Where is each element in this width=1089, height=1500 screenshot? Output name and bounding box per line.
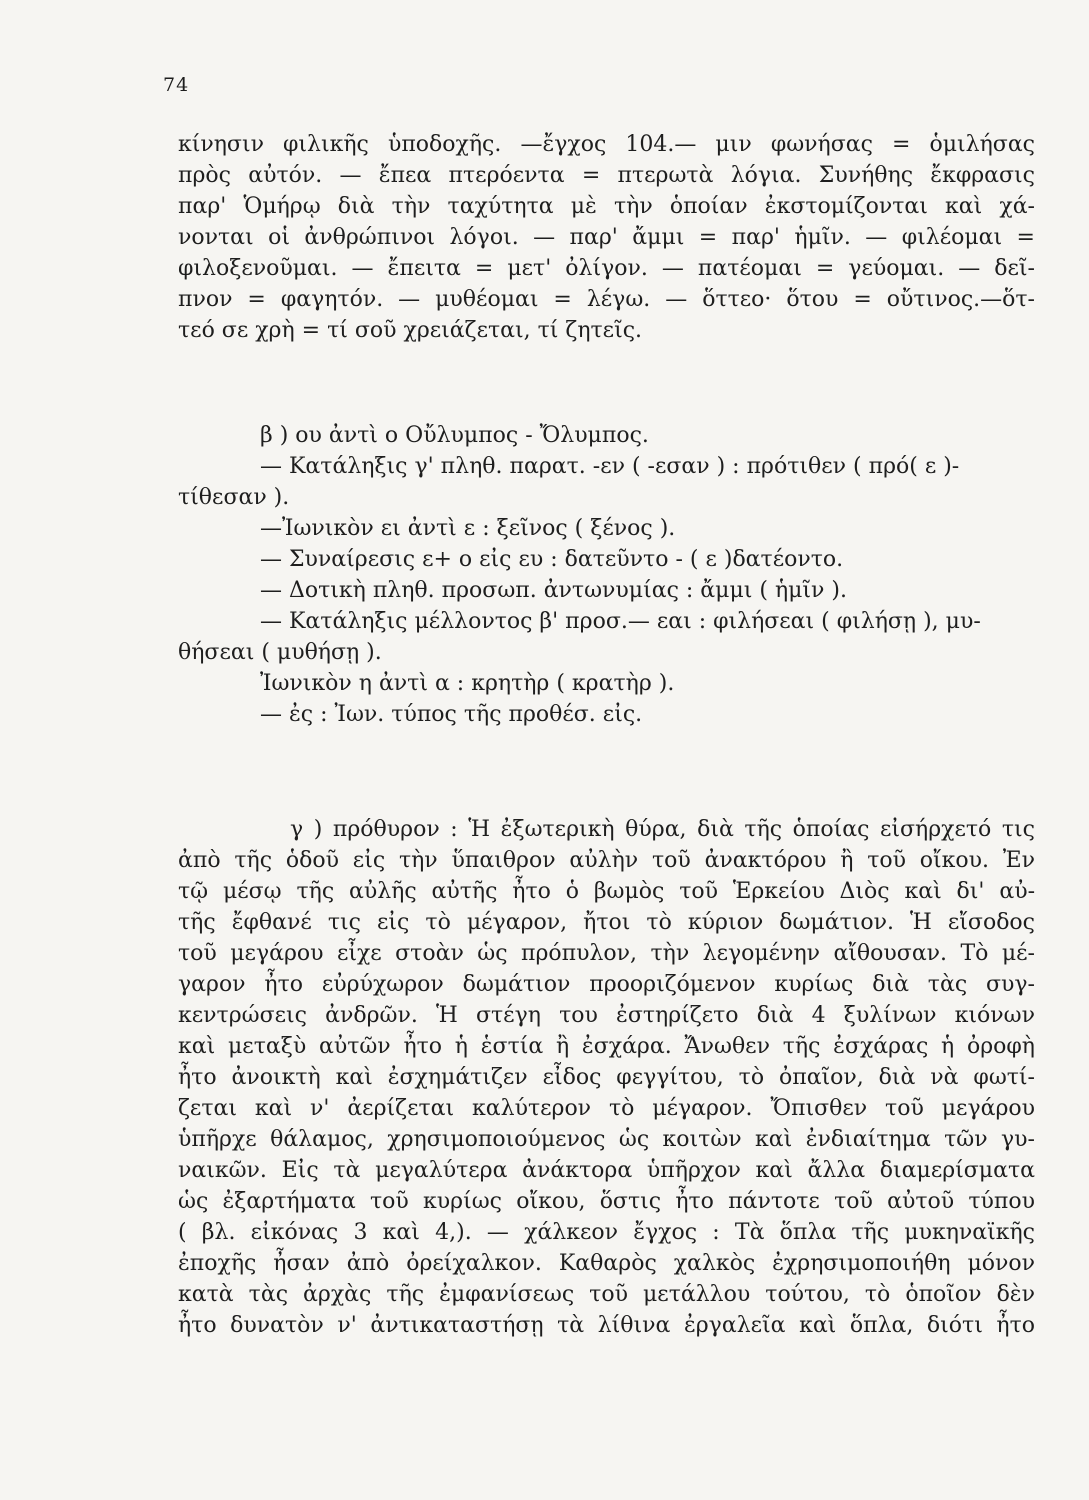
text-line: τίθεσαν ). [178, 485, 290, 510]
text-line: ἐποχῆς ἦσαν ἀπὸ ὀρείχαλκον. Καθαρὸς χαλκὸς ἐχρησιμοποιήθη μόνον [178, 1251, 1035, 1276]
text-line: καὶ μεταξὺ αὐτῶν ἦτο ἡ ἑστία ἢ ἐσχάρα. Ἄνωθεν τῆς ἐσχάρας ἡ ὀροφὴ [178, 1034, 1035, 1059]
text-line: ἦτο δυνατὸν ν' ἀντικαταστήσῃ τὰ λίθινα ἐργαλεῖα καὶ ὅπλα, διότι ἦτο [178, 1313, 1035, 1338]
text-line: παρ' Ὁμήρῳ διὰ τὴν ταχύτητα μὲ τὴν ὁποίαν ἐκστομίζονται καὶ χά- [178, 194, 1035, 219]
paragraph-prothyron [178, 814, 1035, 1341]
text-line: β ) ου ἀντὶ ο Οὔλυμπος - Ὄλυμπος. [260, 423, 649, 448]
text-line: τεό σε χρὴ = τί σοῦ χρειάζεται, τί ζητεῖς. [178, 318, 643, 343]
text-line: φιλοξενοῦμαι. — ἔπειτα = μετ' ὀλίγον. — πατέομαι = γεύομαι. — δεῖ- [178, 256, 1035, 281]
text-line: Ἰωνικὸν η ἀντὶ α : κρητὴρ ( κρατὴρ ). [260, 671, 675, 696]
text-line: — Κατάληξις μέλλοντος β' προσ.— εαι : φιλήσεαι ( φιλήσῃ ), μυ- [260, 609, 981, 634]
page-number: 74 [163, 74, 190, 96]
text-line: κεντρώσεις ἀνδρῶν. Ἡ στέγη του ἐστηρίζετο διὰ 4 ξυλίνων κιόνων [178, 1003, 1035, 1028]
paragraph-glossary [178, 129, 1035, 346]
text-line: θήσεαι ( μυθήσῃ ). [178, 640, 382, 665]
text-line: — Συναίρεσις ε+ ο εἰς ευ : δατεῦντο - ( ε )δατέοντο. [260, 547, 844, 572]
text-line: ὑπῆρχε θάλαμος, χρησιμοποιούμενος ὡς κοιτὼν καὶ ἐνδιαίτημα τῶν γυ- [178, 1127, 1035, 1152]
text-line: τοῦ μεγάρου εἶχε στοὰν ὡς πρόπυλον, τὴν λεγομένην αἴθουσαν. Τὸ μέ- [178, 941, 1035, 966]
text-line: ( βλ. εἰκόνας 3 καὶ 4,). — χάλκεον ἔγχος : Τὰ ὅπλα τῆς μυκηναϊκῆς [178, 1220, 1035, 1245]
text-line: τῆς ἔφθανέ τις εἰς τὸ μέγαρον, ἤτοι τὸ κύριον δωμάτιον. Ἡ εἴσοδος [178, 910, 1035, 935]
text-line: ἀπὸ τῆς ὁδοῦ εἰς τὴν ὕπαιθρον αὐλὴν τοῦ ἀνακτόρου ἢ τοῦ οἴκου. Ἐν [178, 848, 1035, 873]
text-line: τῷ μέσῳ τῆς αὐλῆς αὐτῆς ἦτο ὁ βωμὸς τοῦ Ἑρκείου Διὸς καὶ δι' αὐ- [178, 879, 1035, 904]
text-line: — Κατάληξις γ' πληθ. παρατ. -εν ( -εσαν ) : πρότιθεν ( πρό( ε )- [260, 454, 960, 479]
text-line: πρὸς αὐτόν. — ἔπεα πτερόεντα = πτερωτὰ λόγια. Συνήθης ἔκφρασις [178, 163, 1035, 188]
text-line: ζεται καὶ ν' ἀερίζεται καλύτερον τὸ μέγαρον. Ὄπισθεν τοῦ μεγάρου [178, 1096, 1035, 1121]
text-line: κατὰ τὰς ἀρχὰς τῆς ἐμφανίσεως τοῦ μετάλλου τούτου, τὸ ὁποῖον δὲν [178, 1282, 1035, 1307]
text-line: πνον = φαγητόν. — μυθέομαι = λέγω. — ὅττεο· ὅτου = οὔτινος.—ὅτ- [178, 287, 1035, 312]
text-line: —Ἰωνικὸν ει ἀντὶ ε : ξεῖνος ( ξένος ). [260, 516, 676, 541]
text-line: γ ) πρόθυρον : Ἡ ἐξωτερικὴ θύρα, διὰ τῆς ὁποίας εἰσήρχετό τις [290, 817, 1035, 842]
text-line: κίνησιν φιλικῆς ὑποδοχῆς. —ἔγχος 104.— μιν φωνήσας = ὁμιλήσας [178, 132, 1035, 157]
text-line: — ἐς : Ἰων. τύπος τῆς προθέσ. εἰς. [260, 702, 643, 727]
text-line: γαρον ἦτο εὐρύχωρον δωμάτιον προοριζόμενον κυρίως διὰ τὰς συγ- [178, 972, 1035, 997]
text-line: νονται οἱ ἀνθρώπινοι λόγοι. — παρ' ἄμμι = παρ' ἡμῖν. — φιλέομαι = [178, 225, 1035, 250]
text-line: ναικῶν. Εἰς τὰ μεγαλύτερα ἀνάκτορα ὑπῆρχον καὶ ἄλλα διαμερίσματα [178, 1158, 1035, 1183]
text-line: ὡς ἐξαρτήματα τοῦ κυρίως οἴκου, ὅστις ἦτο πάντοτε τοῦ αὐτοῦ τύπου [178, 1189, 1035, 1214]
text-line: — Δοτικὴ πληθ. προσωπ. ἀντωνυμίας : ἄμμι ( ἡμῖν ). [260, 578, 847, 603]
text-line: ἦτο ἀνοικτὴ καὶ ἐσχημάτιζεν εἶδος φεγγίτου, τὸ ὀπαῖον, διὰ νὰ φωτί- [178, 1065, 1035, 1090]
paragraph-grammar [178, 420, 1035, 730]
